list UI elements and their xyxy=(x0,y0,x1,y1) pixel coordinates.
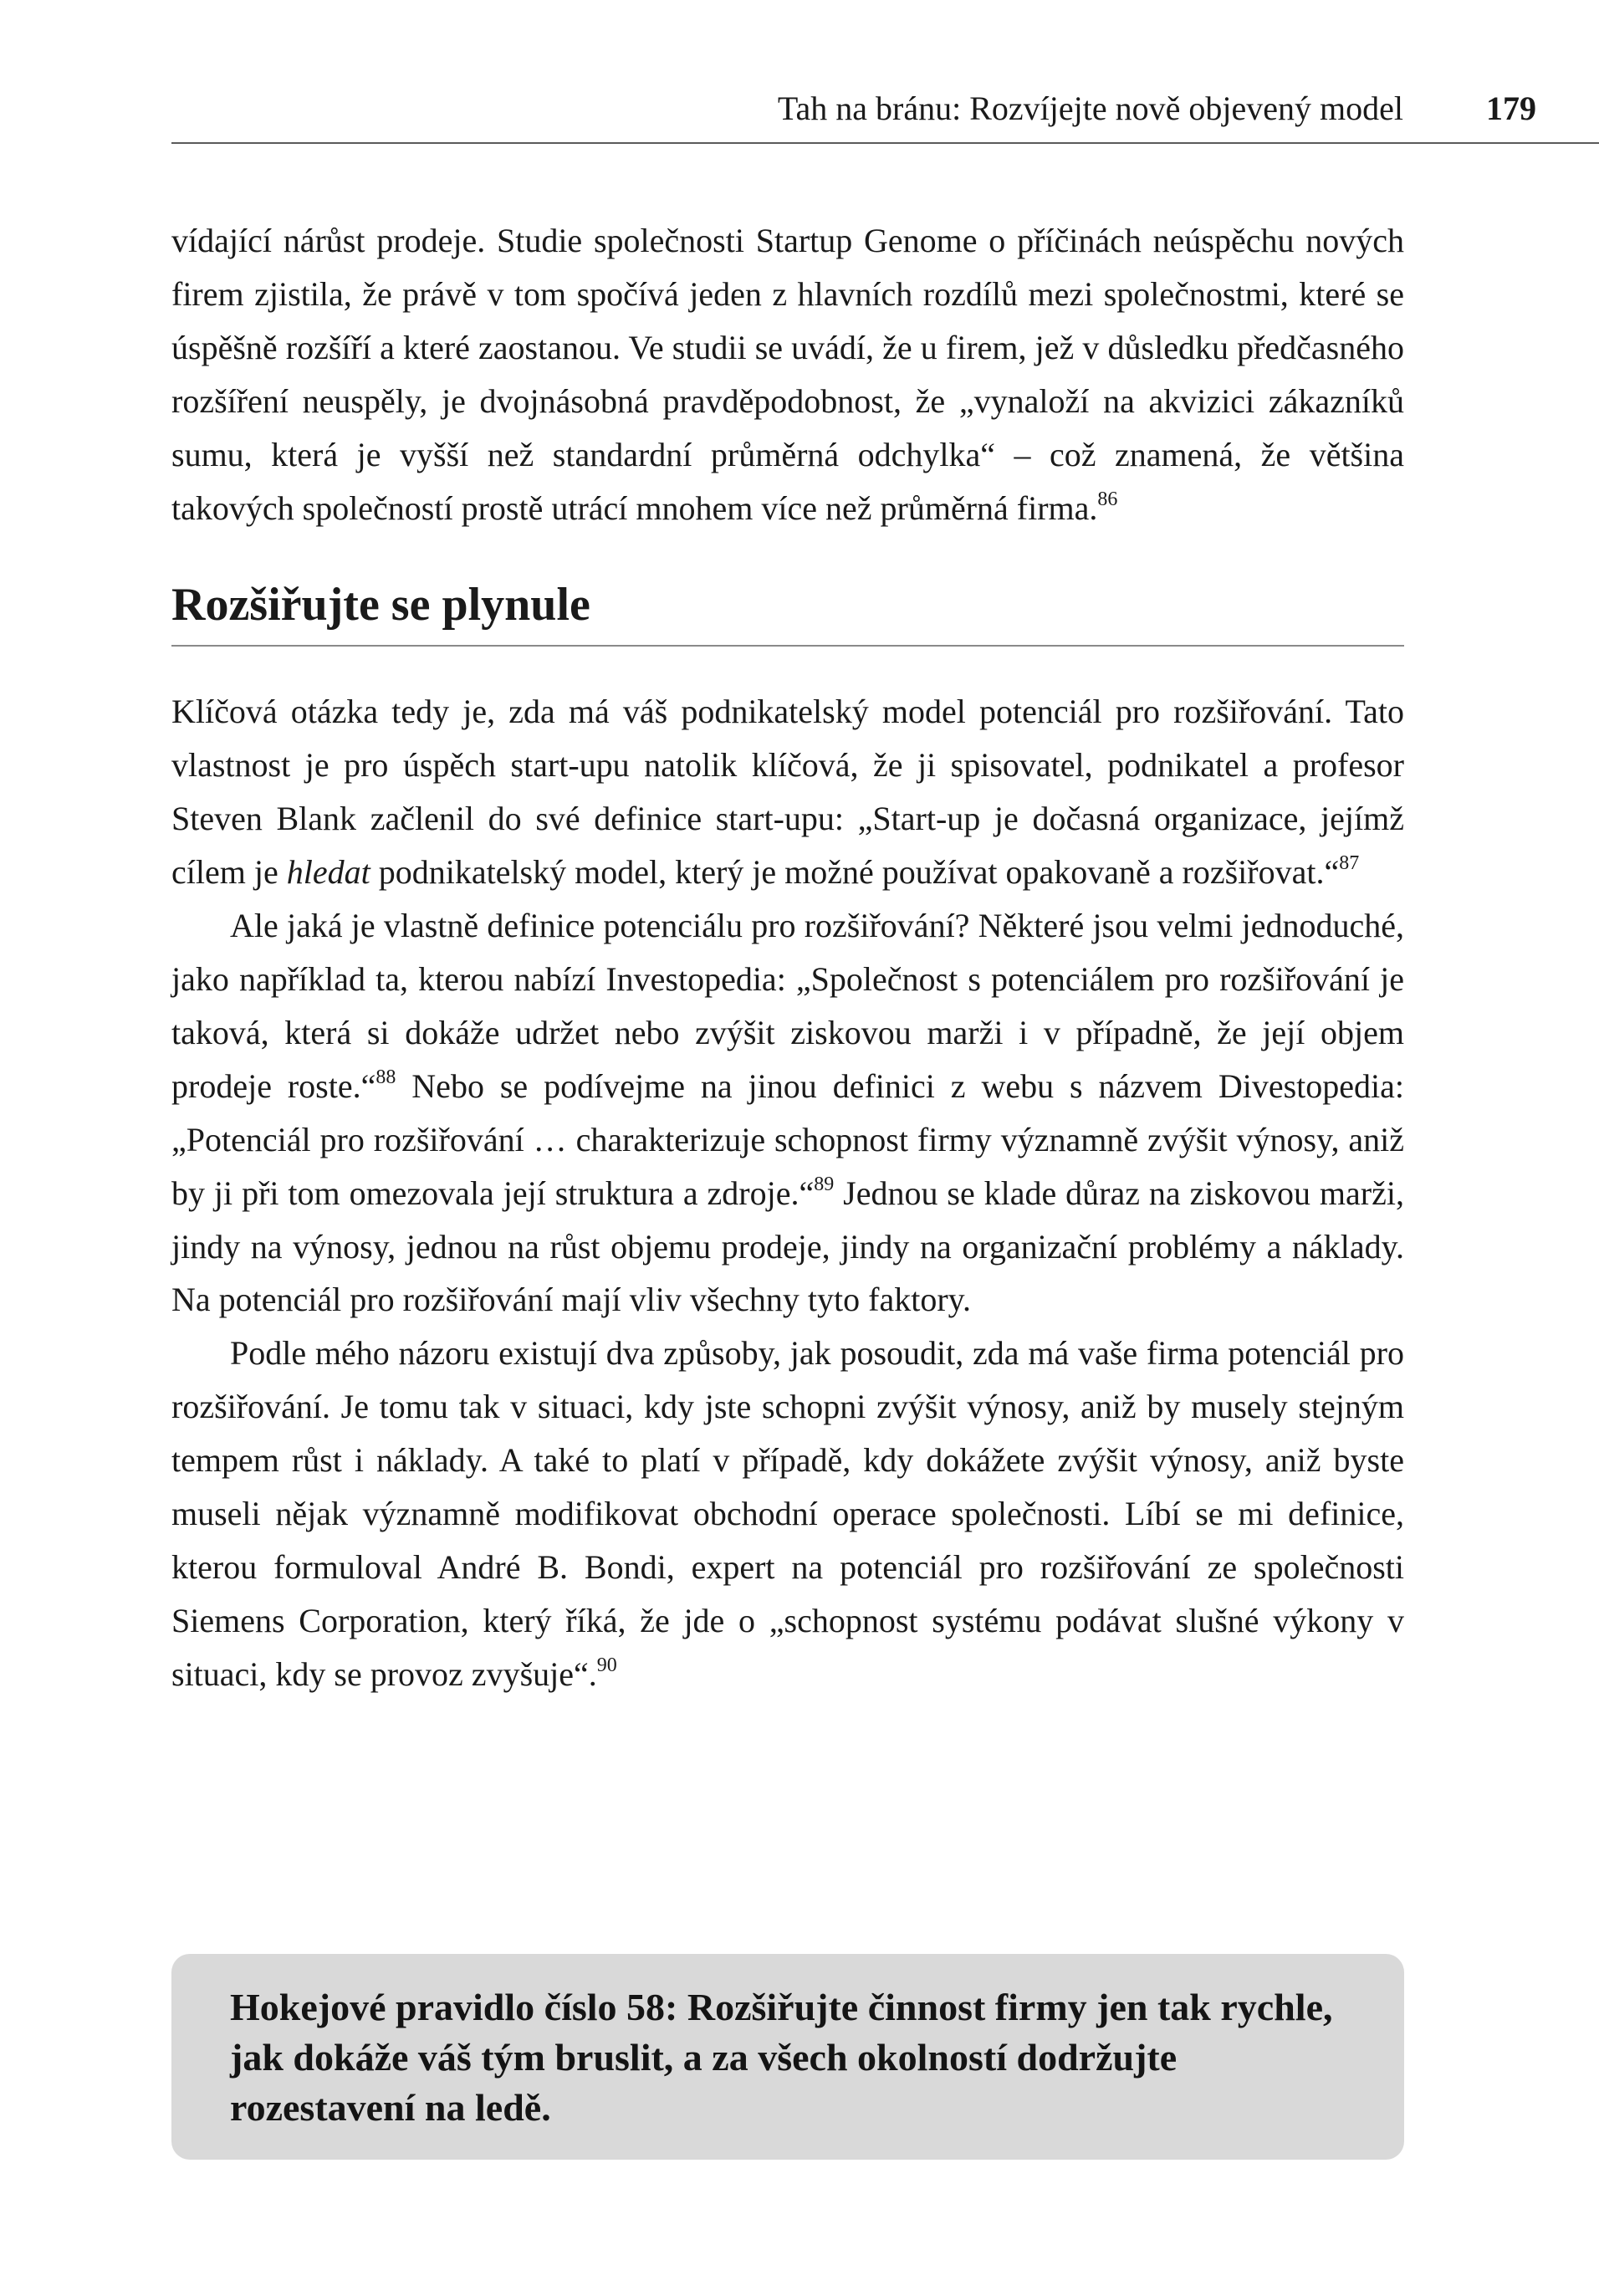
paragraph-4-text: Podle mého názoru existují dva způsoby, jak posoudit, zda má vaše firma potenciál pro rozšiřování. Je tomu tak v situaci, kdy jste schopni zvýšit výnosy, aniž by musely stejným tempem růst i náklady. A také to platí v případě, kdy dokážete zvýšit výnosy, aniž byste museli nějak významně modifikovat obchodní operace společnosti. Líbí se mi definice, kterou formuloval André B. Bondi, expert na potenciál pro rozšiřování ze společnosti Siemens Corporation, který říká, že jde o „schopnost systému podávat slušné výkony v situaci, kdy se provoz zvyšuje“. xyxy=(171,1334,1404,1693)
section-heading-block xyxy=(171,571,1404,647)
paragraph-4 xyxy=(171,1327,1404,1700)
paragraph-3-text-3: Jednou se klade důraz na ziskovou marži, jindy na výnosy, jednou na růst objemu prodeje, jindy na organizační problémy a náklady. Na potenciál pro rozšiřování mají vliv všechny tyto faktory. xyxy=(171,1174,1404,1319)
hockey-rule-callout xyxy=(171,1954,1404,2160)
paragraph-2-emphasis: hledat xyxy=(286,853,370,892)
paragraph-2-text-after: podnikatelský model, který je možné používat opakovaně a rozšiřovat.“ xyxy=(370,853,1340,892)
page-number: 179 xyxy=(1486,89,1536,127)
footnote-ref-90: 90 xyxy=(596,1654,617,1676)
header-rule xyxy=(171,142,1599,144)
footnote-ref-89: 89 xyxy=(814,1173,835,1195)
callout-text: Hokejové pravidlo číslo 58: Rozšiřujte činnost firmy jen tak rychle, jak dokáže váš tým bruslit, a za všech okolností dodržujte rozestavení na ledě. xyxy=(230,1986,1333,2129)
paragraph-1-text: vídající nárůst prodeje. Studie společnosti Startup Genome o příčinách neúspěchu nových firem zjistila, že právě v tom spočívá jeden z hlavních rozdílů mezi společnostmi, které se úspěšně rozšíří a které zaostanou. Ve studii se uvádí, že u firem, jež v důsledku předčasného rozšíření neuspěly, je dvojnásobná pravděpodobnost, že „vynaloží na akvizici zákazníků sumu, která je vyšší než standardní průměrná odchylka“ – což znamená, že většina takových společností prostě utrácí mnohem více než průměrná firma. xyxy=(171,222,1404,527)
paragraph-1 xyxy=(171,214,1404,534)
paragraph-2 xyxy=(171,685,1404,899)
footnote-ref-87: 87 xyxy=(1339,852,1360,875)
page-body xyxy=(171,214,1404,1701)
paragraph-3-text-2: Nebo se podívejme na jinou definici z webu s názvem Divestopedia: „Potenciál pro rozšiřování … charakterizuje schopnost firmy významně zvýšit výnosy, aniž by ji při tom omezovala její struktura a zdroje.“ xyxy=(171,1066,1404,1212)
section-heading: Rozšiřujte se plynule xyxy=(171,579,590,632)
paragraph-2-text-before: Klíčová otázka tedy je, zda má váš podnikatelský model potenciál pro rozšiřování. Tato vlastnost je pro úspěch start-upu natolik klíčová, že ji spisovatel, podnikatel a profesor Steven Blank začlenil do své definice start-upu: „Start-up je dočasná organizace, jejímž cílem je xyxy=(171,693,1404,892)
paragraph-3 xyxy=(171,899,1404,1327)
footnote-ref-86: 86 xyxy=(1097,488,1118,510)
running-head xyxy=(0,84,1599,144)
paragraph-3-text-1: Ale jaká je vlastně definice potenciálu pro rozšiřování? Některé jsou velmi jednoduché, jako například ta, kterou nabízí Investopedia: „Společnost s potenciálem pro rozšiřování je taková, která si dokáže udržet nebo zvýšit ziskovou marži i v případně, že její objem prodeje roste.“ xyxy=(171,907,1404,1105)
footnote-ref-88: 88 xyxy=(375,1066,396,1088)
running-head-title: Tah na bránu: Rozvíjejte nově objevený model xyxy=(777,89,1403,127)
